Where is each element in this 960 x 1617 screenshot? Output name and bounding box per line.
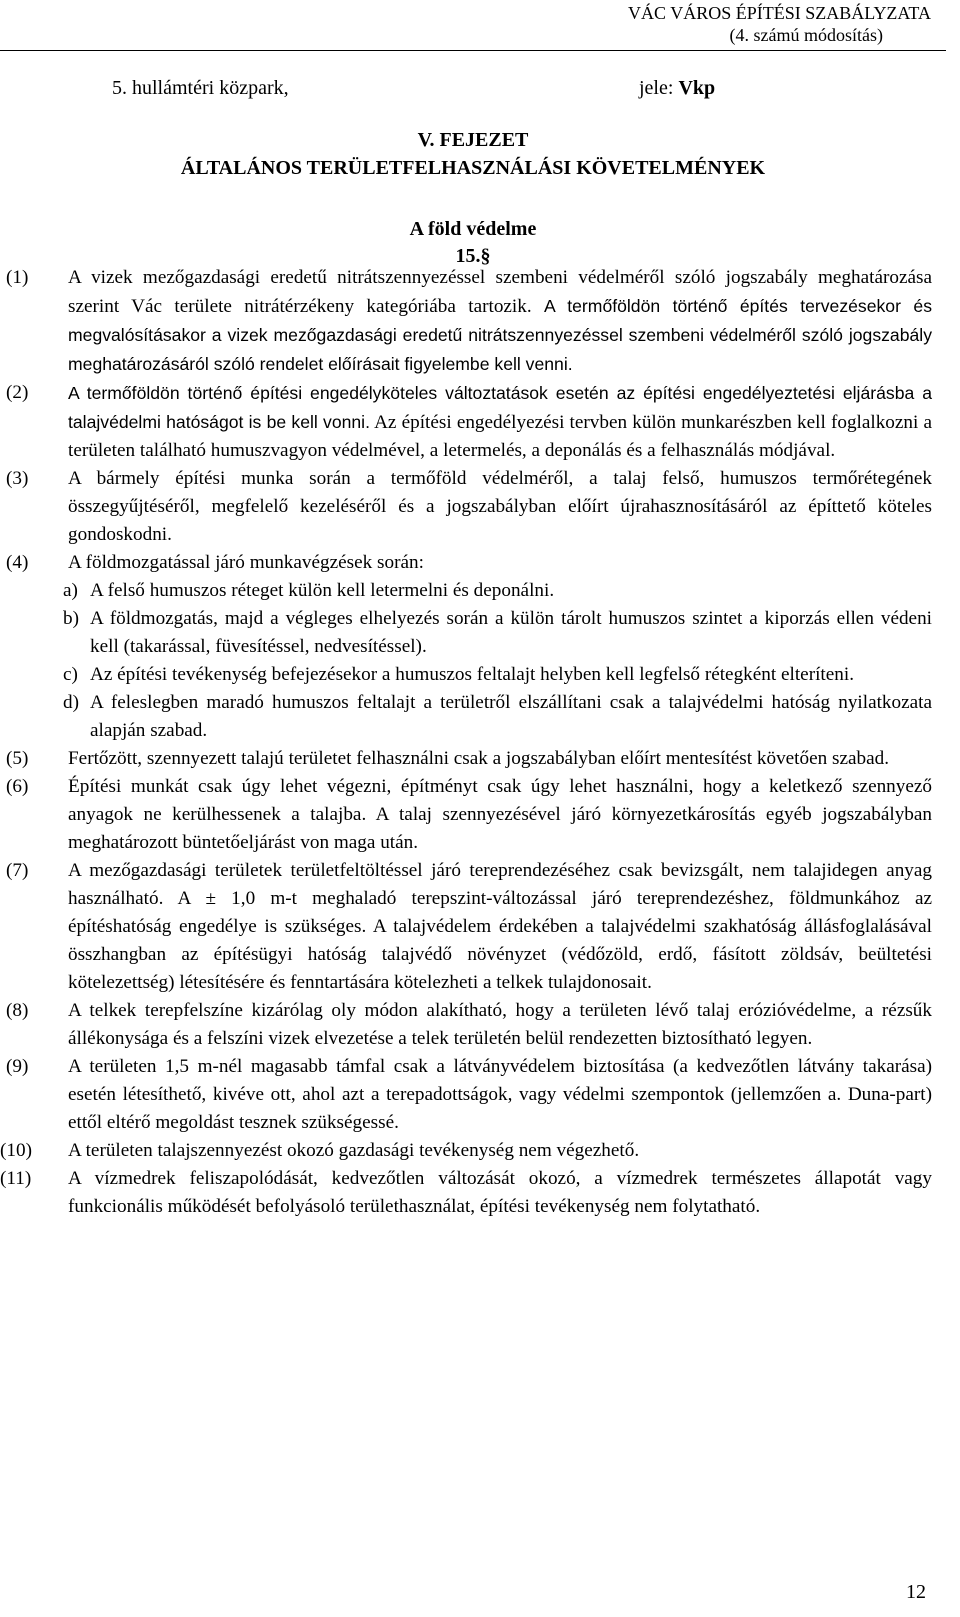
paragraph-2 (0, 379, 932, 465)
paragraph-text: A mezőgazdasági területek területfeltöltéssel járó tereprendezéséhez csak bevizsgált, nem talajidegen anyag használható. A ± 1,0 m-t meghaladó terepszint-változással járó tereprendezéshez, földmunkához az építéshatóság engedélye is szükséges. A talajvédelem érdekében a talajvédelmi szakhatóság állásfoglalásával összhangban az építésügyi hatóság talajvédő növényzet (védőzöld, erdő, fásított zöldsáv, beültetési kötelezettség) létesítésére és fenntartására kötelezheti a telkek tulajdonosait. (68, 860, 932, 993)
paragraph-10 (0, 1137, 932, 1165)
page-header (0, 2, 931, 46)
section-symbol: § (480, 245, 491, 267)
document-title: VÁC VÁROS ÉPÍTÉSI SZABÁLYZATA (628, 3, 931, 23)
paragraph-number: (10) (0, 1140, 32, 1161)
paragraph-6 (0, 773, 932, 857)
paragraph-3 (0, 465, 932, 549)
paragraph-number: (4) (6, 552, 29, 573)
paragraph-1 (0, 264, 932, 379)
paragraph-8 (0, 997, 932, 1053)
paragraph-text: A telkek terepfelszíne kizárólag oly módon alakítható, hogy a területen lévő talaj erózióvédelme, a rézsűk állékonysága és a felszíni vizek elvezetése a telek területén belül rendezetten biztosítható legyen. (68, 1000, 932, 1049)
paragraph-text: A vízmedrek feliszapolódását, kedvezőtlen változását okozó, a vízmedrek természetes állapotát vagy funkcionális működését befolyásoló területhasználat, építési tevékenység nem folytatható. (68, 1168, 932, 1217)
zone-item-text: 5. hullámtéri közpark, (112, 77, 289, 99)
paragraph-text-sans: A termőföldön történő építés tervezésekor és megvalósításakor a vizek mezőgazdasági eredetű nitrátszennyezéssel szembeni védelméről szóló jogszabály meghatározásáról szóló rendelet előírásait figyelembe kell venni. (68, 296, 932, 374)
paragraph-text: A területen 1,5 m-nél magasabb támfal csak a látványvédelem biztosítása (a kedvezőtlen látvány takarása) esetén létesíthető, kivéve ott, ahol azt a terepadottságok, vagy védelmi szempontok (jellemzően a. Duna-part) ettől eltérő megoldást tesznek szükségessé. (68, 1056, 932, 1133)
paragraph-4 (0, 549, 932, 577)
zone-list-item (112, 75, 752, 101)
list-item-a (0, 577, 932, 605)
paragraph-text: Fertőzött, szennyezett talajú területet felhasználni csak a jogszabályban előírt mentesítést követően szabad. (68, 748, 890, 769)
paragraph-5 (0, 745, 932, 773)
document-body (0, 264, 932, 1221)
paragraph-text (68, 379, 932, 465)
paragraph-text (68, 264, 932, 379)
paragraph-text: A földmozgatással járó munkavégzések során: (68, 552, 424, 573)
paragraph-number: (11) (0, 1168, 32, 1189)
list-item-text: A földmozgatás, majd a végleges elhelyezés során a külön tárolt humuszos szintet a kiporzás ellen védeni kell (takarással, füvesítéssel, nedvesítéssel). (90, 608, 932, 657)
paragraph-number: (8) (6, 1000, 29, 1021)
paragraph-text-serif: Az építési engedélyezési tervben külön munkarészben kell foglalkozni a területen található humuszvagyon védelmével, a letermelés, a deponálás és a felhasználás módjával. (68, 412, 932, 461)
paragraph-number: (9) (6, 1056, 29, 1077)
paragraph-number: (7) (6, 860, 29, 881)
paragraph-number: (3) (6, 468, 29, 489)
list-item-d (0, 689, 932, 745)
list-item-text: A felső humuszos réteget külön kell letermelni és deponálni. (90, 580, 555, 601)
paragraph-number: (1) (6, 267, 29, 288)
list-item-b (0, 605, 932, 661)
paragraph-text: Építési munkát csak úgy lehet végezni, építményt csak úgy lehet használni, hogy a keletkező szennyező anyagok ne kerülhessenek a talajba. A talaj szennyezésével járó környezetkárosítás egyéb jogszabályban meghatározott büntetőeljárást von maga után. (68, 776, 932, 853)
paragraph-number: (5) (6, 748, 29, 769)
zone-code-value: Vkp (678, 77, 716, 99)
header-divider (0, 50, 946, 51)
list-item-c (0, 661, 932, 689)
list-item-letter: c) (63, 664, 78, 685)
paragraph-text: A bármely építési munka során a termőföld védelméről, a talaj felső, humuszos termőrétegének összegyűjtéséről, megfelelő kezeléséről és a jogszabályban előírt újrahasznosításáról az építtető köteles gondoskodni. (68, 468, 932, 545)
list-item-letter: a) (63, 580, 78, 601)
page-number: 12 (906, 1581, 926, 1603)
paragraph-number: (2) (6, 382, 29, 403)
document-subtitle: (4. számú módosítás) (729, 25, 883, 45)
chapter-title: ÁLTALÁNOS TERÜLETFELHASZNÁLÁSI KÖVETELMÉNYEK (180, 157, 766, 179)
list-item-letter: d) (63, 692, 79, 713)
section-title: A föld védelme (409, 218, 537, 240)
chapter-number: V. FEJEZET (417, 129, 529, 151)
zone-code (639, 75, 715, 101)
paragraph-9 (0, 1053, 932, 1137)
list-item-text: A feleslegben maradó humuszos feltalajt a területről elszállítani csak a talajvédelmi hatóság nyilatkozata alapján szabad. (90, 692, 932, 741)
section-number-value: 15. (455, 245, 481, 267)
zone-code-label: jele: (639, 77, 679, 99)
paragraph-text-sans: A termőföldön történő építési engedélyköteles változtatások esetén az építési engedélyeztetési eljárásba a talajvédelmi hatóságot is be kell vonni. (68, 383, 932, 432)
paragraph-number: (6) (6, 776, 29, 797)
paragraph-text: A területen talajszennyezést okozó gazdasági tevékenység nem végezhető. (68, 1140, 640, 1161)
paragraph-7 (0, 857, 932, 997)
list-item-letter: b) (63, 608, 79, 629)
list-item-text: Az építési tevékenység befejezésekor a humuszos feltalajt helyben kell legfelső rétegként elteríteni. (90, 664, 854, 685)
paragraph-text-serif: A vizek mezőgazdasági eredetű nitrátszennyezéssel szembeni védelméről szóló jogszabály meghatározása szerint Vác területe nitrátérzékeny kategóriába tartozik. (68, 267, 932, 317)
paragraph-11 (0, 1165, 932, 1221)
